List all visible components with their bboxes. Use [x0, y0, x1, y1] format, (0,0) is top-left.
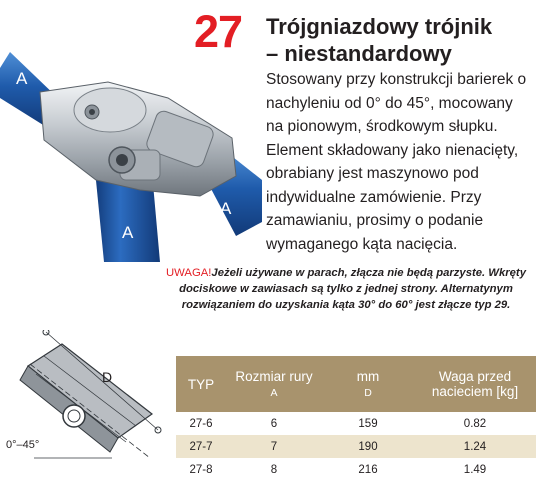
cell-typ: 27-8 — [189, 463, 213, 476]
col-header-size-sub: A — [270, 387, 278, 399]
cell-typ: 27-7 — [176, 435, 226, 458]
photo-label-a-left: A — [16, 69, 28, 88]
dimension-label-d: D — [102, 369, 113, 385]
technical-diagram — [0, 330, 176, 480]
col-header-typ: TYP — [176, 356, 226, 412]
warning-label: UWAGA! — [166, 267, 212, 279]
cell-weight: 1.24 — [414, 435, 536, 458]
fitting-outline — [20, 344, 152, 458]
cell-size: 8 — [270, 463, 278, 476]
product-title — [266, 13, 532, 67]
cell-weight: 0.82 — [463, 417, 487, 430]
col-header-size-label: Rozmiar rury — [235, 369, 313, 384]
product-description: Stosowany przy konstrukcji barierek o nachyleniu od 0° do 45°, mocowany na pionowym, środkowym słupku. Element składowany jako nienacięty, obrabiany jest maszynowo pod indywidualne zamówienie. Przy zamawianiu, prosimy o podanie wymaganego kąta nacięcia. — [266, 71, 527, 253]
warning-note — [160, 265, 532, 313]
cell-mm: 159 — [358, 417, 378, 430]
table-row — [176, 458, 536, 481]
col-header-mm — [322, 356, 414, 412]
photo-label-a-bottom: A — [122, 223, 134, 242]
warning-text: Jeżeli używane w parach, złącza nie będą parzyste. Wkręty dociskowe w zawiasach są tylko z jednej strony. Alternatynym rozwiązaniem do uzyskania kąta 30° do 60° jest złącze typ 29. — [179, 267, 526, 311]
cell-mm: 190 — [322, 435, 414, 458]
product-title-line2: – niestandardowy — [266, 41, 452, 66]
cell-typ: 27-6 — [189, 417, 213, 430]
table-header-row — [176, 356, 536, 412]
table-row — [176, 435, 536, 458]
col-header-size — [226, 356, 322, 412]
cell-weight: 1.49 — [463, 463, 487, 476]
angle-label: 0°–45° — [6, 439, 40, 451]
product-title-line1: Trójgniazdowy trójnik — [266, 14, 493, 39]
photo-label-a-right: A — [220, 199, 232, 218]
cell-size: 6 — [270, 417, 278, 430]
table-row — [176, 412, 536, 435]
col-header-mm-label: mm — [356, 369, 380, 384]
cell-mm: 216 — [358, 463, 378, 476]
col-header-mm-sub: D — [364, 387, 372, 399]
col-header-weight: Waga przed nacieciem [kg] — [414, 356, 536, 412]
cell-size: 7 — [226, 435, 322, 458]
fitting-body — [40, 82, 236, 196]
product-number: 27 — [194, 6, 243, 57]
spec-table — [176, 356, 536, 481]
